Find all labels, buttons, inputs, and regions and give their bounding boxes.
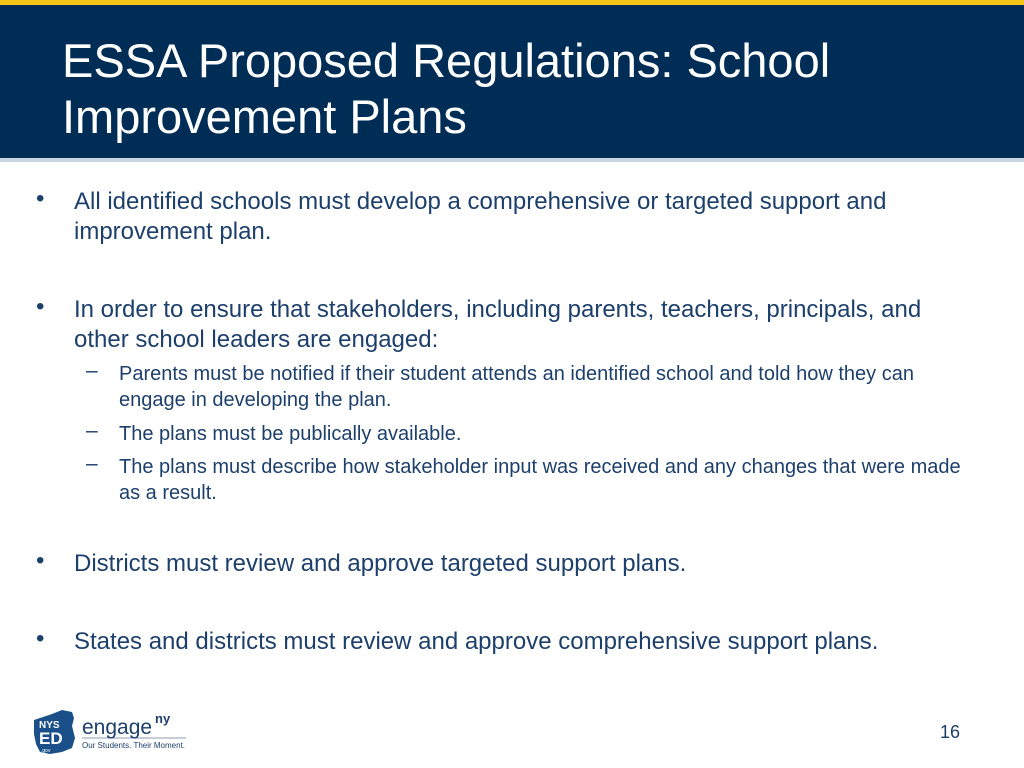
- bullet-marker: •: [36, 547, 45, 574]
- page-number: 16: [939, 722, 961, 742]
- sub-bullet-text: The plans must be publically available.: [119, 423, 462, 445]
- title-divider: [0, 158, 1024, 162]
- bullet-text: All identified schools must develop a comprehensive or targeted support and improvement plan.: [74, 188, 887, 245]
- slide-title: ESSA Proposed Regulations: School Improvement Plans: [62, 34, 831, 143]
- bullet-text: Districts must review and approve targeted support plans.: [74, 550, 687, 577]
- sub-bullet-marker: –: [86, 359, 98, 382]
- engageny-logo: [32, 708, 192, 758]
- bullet-text: In order to ensure that stakeholders, including parents, teachers, principals, and other school leaders are engaged:: [74, 296, 922, 353]
- svg-text:ED: ED: [39, 729, 63, 748]
- bullet-marker: •: [36, 293, 45, 320]
- bullet-marker: •: [36, 625, 45, 652]
- title-banner: [0, 5, 1024, 158]
- sub-bullet-text: Parents must be notified if their student attends an identified school and told how they can engage in developing the plan.: [119, 363, 914, 411]
- svg-text:ny: ny: [155, 711, 171, 726]
- bullet-marker: •: [36, 185, 45, 212]
- sub-bullet-text: The plans must describe how stakeholder input was received and any changes that were made as a result.: [119, 456, 961, 504]
- sub-bullet-marker: –: [86, 419, 98, 442]
- svg-text:Our Students. Their Moment.: Our Students. Their Moment.: [82, 741, 186, 750]
- sub-bullet-marker: –: [86, 452, 98, 475]
- svg-text:engage: engage: [82, 716, 153, 739]
- bullet-text: States and districts must review and approve comprehensive support plans.: [74, 628, 879, 655]
- nys-ed-logo-icon: [32, 708, 192, 758]
- svg-text:NYS: NYS: [39, 720, 60, 731]
- svg-text:.gov: .gov: [41, 748, 51, 754]
